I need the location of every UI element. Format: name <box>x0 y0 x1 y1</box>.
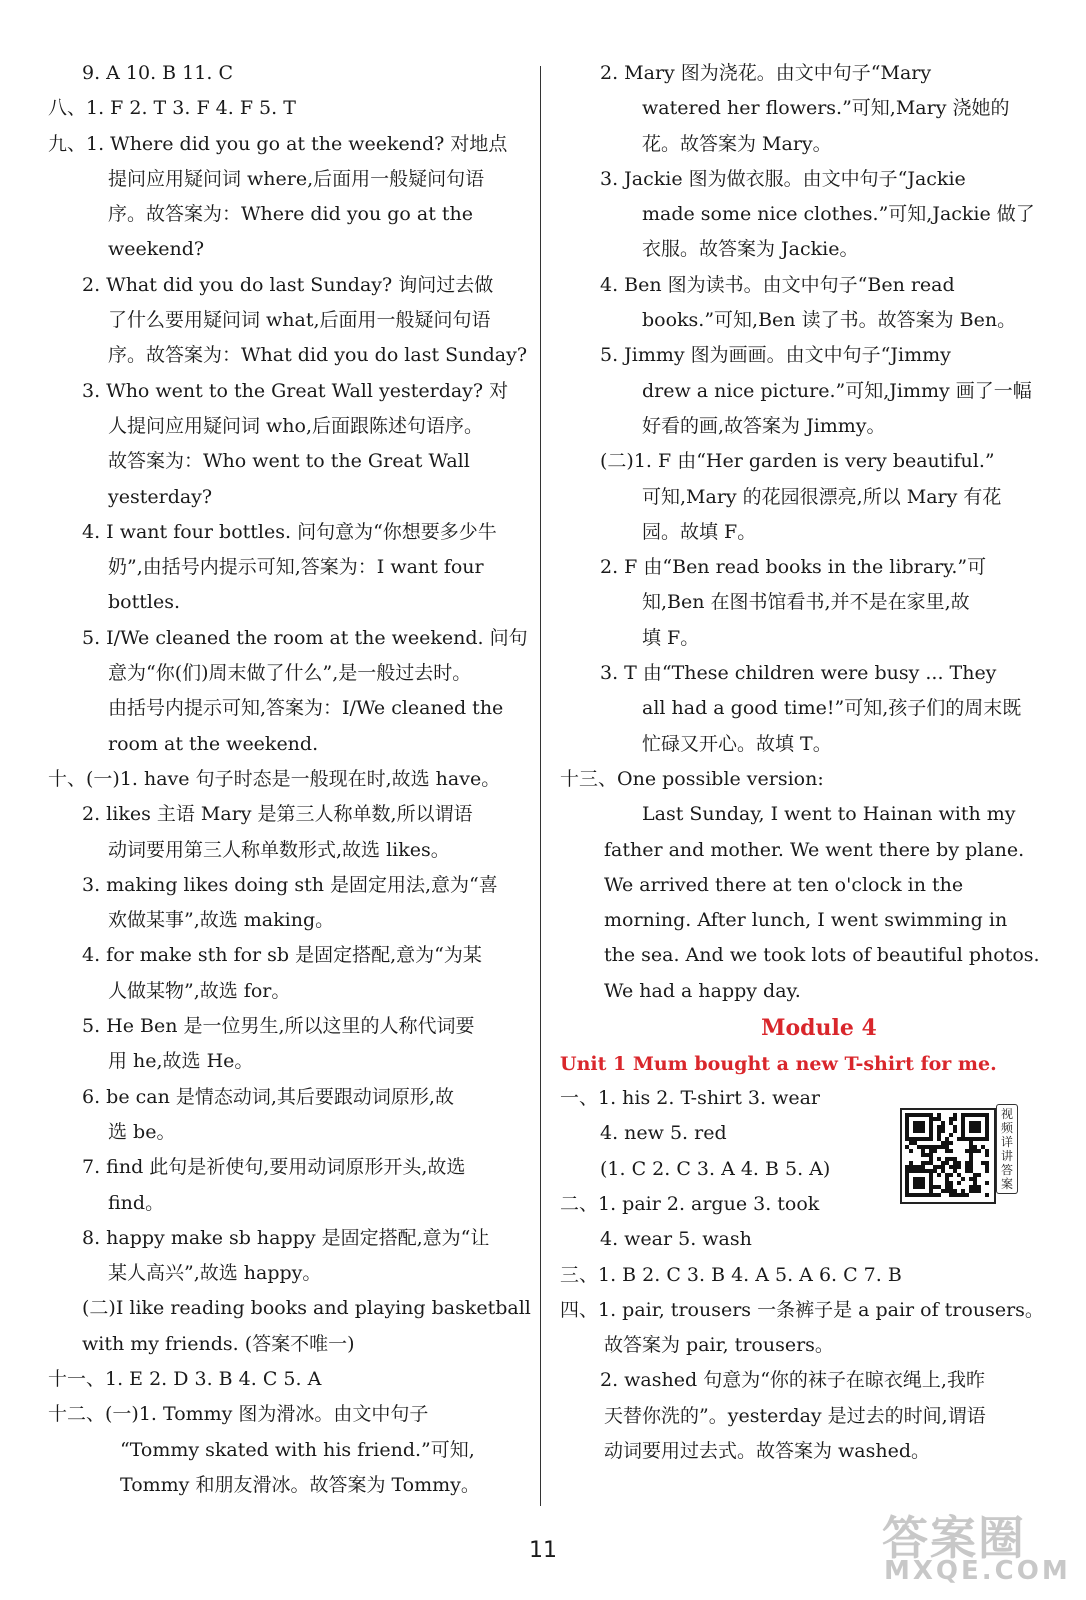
answer-line: 7. find 此句是祈使句,要用动词原形开头,故选 <box>82 1156 466 1179</box>
answer-line: 一、1. his 2. T-shirt 3. wear <box>560 1087 820 1110</box>
answer-line: 4. new 5. red <box>600 1122 727 1145</box>
watermark-text-bottom: MXQE.COM <box>884 1556 1071 1586</box>
answer-line: 4. Ben 图为读书。由文中句子“Ben read <box>600 273 955 296</box>
answer-line: 天替你洗的”。yesterday 是过去的时间,谓语 <box>604 1404 986 1427</box>
answer-line: 5. I/We cleaned the room at the weekend. 问句 <box>82 626 528 649</box>
answer-line: 二、1. pair 2. argue 3. took <box>560 1192 820 1215</box>
answer-line: father and mother. We went there by plane. <box>604 838 1025 861</box>
answer-line: books.”可知,Ben 读了书。故答案为 Ben。 <box>642 309 1017 332</box>
answer-line: 人做某物”,故选 for。 <box>108 979 291 1002</box>
answer-line: Last Sunday, I went to Hainan with my <box>642 803 1016 826</box>
answer-line: the sea. And we took lots of beautiful photos. <box>604 944 1040 967</box>
answer-line: 3. Who went to the Great Wall yesterday? 对 <box>82 379 509 402</box>
answer-line: 序。故答案为：Where did you go at the <box>108 203 474 226</box>
column-divider <box>540 66 541 1506</box>
answer-line: 4. I want four bottles. 问句意为“你想要多少牛 <box>82 520 497 543</box>
page-number: 11 <box>529 1538 557 1563</box>
answer-line: “Tommy skated with his friend.”可知, <box>120 1438 475 1461</box>
answer-line: We had a happy day. <box>604 979 801 1002</box>
answer-line: 故答案为 pair, trousers。 <box>604 1334 834 1357</box>
answer-line: 2. Mary 图为浇花。由文中句子“Mary <box>600 62 932 84</box>
answer-line: 3. T 由“These children were busy ... They <box>600 662 997 685</box>
answer-line: 十二、(一)1. Tommy 图为滑冰。由文中句子 <box>48 1403 429 1426</box>
answer-line: 3. Jackie 图为做衣服。由文中句子“Jackie <box>600 167 966 190</box>
answer-line: 选 be。 <box>108 1120 176 1143</box>
qr-code-icon[interactable] <box>900 1108 996 1204</box>
answer-line: 欢做某事”,故选 making。 <box>108 909 335 932</box>
answer-line: 8. happy make sb happy 是固定搭配,意为“让 <box>82 1226 490 1249</box>
answer-line: 忙碌又开心。故填 T。 <box>642 732 832 755</box>
left-column <box>48 56 534 1503</box>
answer-line: 衣服。故答案为 Jackie。 <box>642 238 859 261</box>
answer-line: 4. wear 5. wash <box>600 1228 752 1251</box>
answer-line: 八、1. F 2. T 3. F 4. F 5. T <box>48 97 296 120</box>
unit-title: Unit 1 Mum bought a new T-shirt for me. <box>560 1053 997 1076</box>
answer-line: 好看的画,故答案为 Jimmy。 <box>642 414 886 437</box>
answer-line: room at the weekend. <box>108 732 319 755</box>
answer-line: 可知,Mary 的花园很漂亮,所以 Mary 有花 <box>642 485 1002 508</box>
answer-line: We arrived there at ten o'clock in the <box>604 873 964 896</box>
answer-line: 四、1. pair, trousers 一条裤子是 a pair of trousers。 <box>560 1298 1044 1321</box>
answer-line: 2. What did you do last Sunday? 询问过去做 <box>82 273 494 296</box>
answer-line: 2. likes 主语 Mary 是第三人称单数,所以谓语 <box>82 803 473 826</box>
answer-line: (二)1. F 由“Her garden is very beautiful.” <box>600 450 995 473</box>
answer-line: 九、1. Where did you go at the weekend? 对地点 <box>48 132 508 155</box>
answer-line: 故答案为：Who went to the Great Wall <box>108 450 470 473</box>
answer-line: 园。故填 F。 <box>642 520 757 543</box>
answer-line: 用 he,故选 He。 <box>108 1050 254 1073</box>
answer-line: weekend? <box>108 238 205 261</box>
answer-line: 2. washed 句意为“你的袜子在晾衣绳上,我昨 <box>600 1369 985 1392</box>
answer-line: 填 F。 <box>642 626 700 649</box>
answer-line: 十三、One possible version: <box>560 767 824 790</box>
answer-line: 十一、1. E 2. D 3. B 4. C 5. A <box>48 1367 322 1390</box>
answer-line: 6. be can 是情态动词,其后要跟动词原形,故 <box>82 1085 454 1108</box>
watermark-logo <box>870 1500 1080 1596</box>
answer-line: 由括号内提示可知,答案为：I/We cleaned the <box>108 697 504 720</box>
answer-line: 了什么要用疑问词 what,后面用一般疑问句语 <box>108 309 491 332</box>
answer-line: with my friends. (答案不唯一) <box>82 1332 355 1355</box>
answer-line: 花。故答案为 Mary。 <box>642 132 832 155</box>
answer-line: bottles. <box>108 591 180 614</box>
answer-line: all had a good time!”可知,孩子们的周末既 <box>642 697 1022 720</box>
qr-caption: 视频详讲答案 <box>996 1104 1018 1194</box>
watermark-text-top: 答案圈 <box>882 1511 1026 1565</box>
answer-line: watered her flowers.”可知,Mary 浇她的 <box>642 97 1010 120</box>
answer-line: 3. making likes doing sth 是固定用法,意为“喜 <box>82 873 498 896</box>
answer-line: 意为“你(们)周末做了什么”,是一般过去时。 <box>108 662 472 685</box>
answer-line: (二)I like reading books and playing basketball <box>82 1297 531 1320</box>
module-title: Module 4 <box>761 1015 877 1042</box>
answer-line: 序。故答案为：What did you do last Sunday? <box>108 344 528 367</box>
answer-line: morning. After lunch, I went swimming in <box>604 909 1008 932</box>
answer-line: find。 <box>108 1191 165 1214</box>
answer-line: 提问应用疑问词 where,后面用一般疑问句语 <box>108 167 485 190</box>
answer-line: 三、1. B 2. C 3. B 4. A 5. A 6. C 7. B <box>560 1263 902 1286</box>
answer-line: 人提问应用疑问词 who,后面跟陈述句语序。 <box>108 414 484 437</box>
answer-line: 某人高兴”,故选 happy。 <box>108 1262 322 1285</box>
answer-line: 5. Jimmy 图为画画。由文中句子“Jimmy <box>600 344 951 367</box>
answer-line: 2. F 由“Ben read books in the library.”可 <box>600 556 987 579</box>
answer-line: 4. for make sth for sb 是固定搭配,意为“为某 <box>82 944 482 967</box>
answer-line: Tommy 和朋友滑冰。故答案为 Tommy。 <box>120 1473 480 1496</box>
answer-line: made some nice clothes.”可知,Jackie 做了 <box>642 203 1035 226</box>
answer-line: 动词要用过去式。故答案为 washed。 <box>604 1439 931 1462</box>
answer-line: 十、(一)1. have 句子时态是一般现在时,故选 have。 <box>48 767 501 790</box>
answer-line: 知,Ben 在图书馆看书,并不是在家里,故 <box>642 591 970 614</box>
answer-line: 动词要用第三人称单数形式,故选 likes。 <box>108 838 450 861</box>
answer-line: yesterday? <box>108 485 213 508</box>
answer-line: drew a nice picture.”可知,Jimmy 画了一幅 <box>642 379 1032 402</box>
right-column <box>560 56 1048 1469</box>
answer-line: (1. C 2. C 3. A 4. B 5. A) <box>600 1157 831 1180</box>
answer-line: 5. He Ben 是一位男生,所以这里的人称代词要 <box>82 1015 475 1038</box>
answer-line: 奶”,由括号内提示可知,答案为：I want four <box>108 556 484 579</box>
answer-line: 9. A 10. B 11. C <box>82 62 233 84</box>
